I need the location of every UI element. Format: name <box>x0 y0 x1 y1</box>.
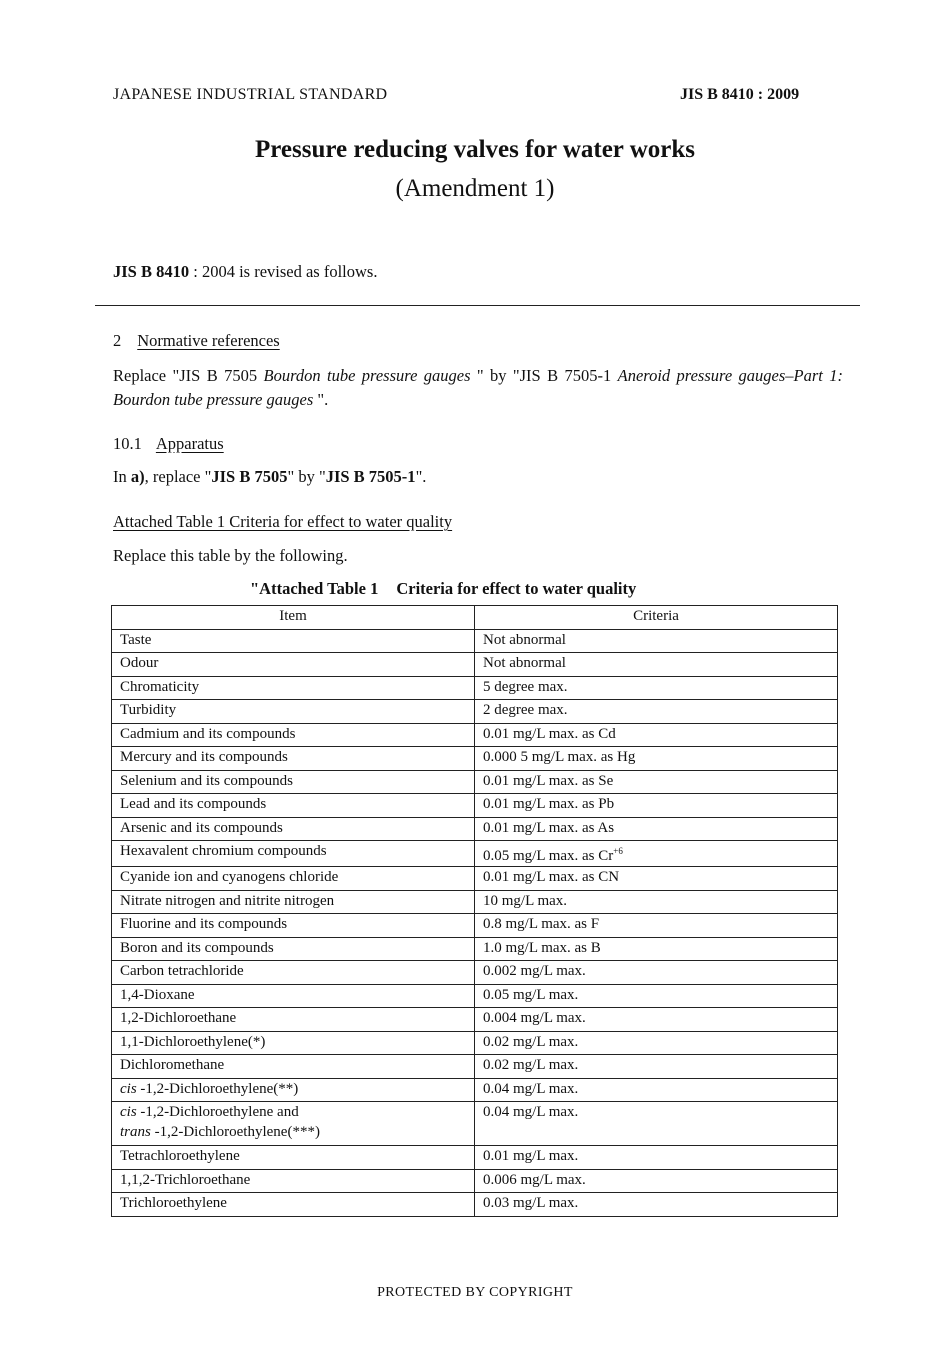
cell-criteria: 1.0 mg/L max. as B <box>475 937 838 961</box>
table-row <box>112 1146 838 1170</box>
cell-criteria: 0.01 mg/L max. <box>475 1146 838 1170</box>
table-row <box>112 700 838 724</box>
table-row <box>112 676 838 700</box>
cell-criteria: 0.01 mg/L max. as Se <box>475 770 838 794</box>
cell-item: Arsenic and its compounds <box>112 817 475 841</box>
table-row <box>112 653 838 677</box>
cell-item: 1,2-Dichloroethane <box>112 1008 475 1032</box>
cell-item: Tetrachloroethylene <box>112 1146 475 1170</box>
table-row <box>112 841 838 867</box>
cell-criteria: 10 mg/L max. <box>475 890 838 914</box>
cell-item: Nitrate nitrogen and nitrite nitrogen <box>112 890 475 914</box>
table-row <box>112 961 838 985</box>
cell-criteria: 0.006 mg/L max. <box>475 1169 838 1193</box>
trans-label: trans <box>120 1124 151 1140</box>
section-2-italic-1: Bourdon tube pressure gauges <box>263 366 471 385</box>
cell-criteria: 2 degree max. <box>475 700 838 724</box>
header-standard-name: JAPANESE INDUSTRIAL STANDARD <box>113 86 388 103</box>
cis-label: cis <box>120 1080 137 1097</box>
cell-criteria: 0.000 5 mg/L max. as Hg <box>475 747 838 771</box>
cell-criteria: 0.04 mg/L max. <box>475 1078 838 1102</box>
table-row <box>112 867 838 891</box>
cell-criteria: Not abnormal <box>475 653 838 677</box>
table-row <box>112 1193 838 1217</box>
document-title: Pressure reducing valves for water works <box>254 136 695 163</box>
table-caption-text: Criteria for effect to water quality <box>396 579 637 598</box>
cell-criteria: 0.01 mg/L max. as As <box>475 817 838 841</box>
cell-item: Hexavalent chromium compounds <box>112 841 475 867</box>
table-row <box>112 1055 838 1079</box>
cell-item: Boron and its compounds <box>112 937 475 961</box>
cell-item: Chromaticity <box>112 676 475 700</box>
cell-criteria: 0.004 mg/L max. <box>475 1008 838 1032</box>
section-2-title: Normative references <box>137 331 280 350</box>
table-row <box>112 984 838 1008</box>
cis-rest: -1,2-Dichloroethylene(**) <box>136 1080 299 1097</box>
cell-criteria: 0.01 mg/L max. as CN <box>475 867 838 891</box>
revision-standard: JIS B 8410 <box>113 262 190 281</box>
section-2-heading <box>113 331 280 351</box>
section-2-body <box>113 364 843 412</box>
attached-table-instruction: Replace this table by the following. <box>113 546 348 565</box>
section-10-1-number: 10.1 <box>113 434 142 453</box>
cell-criteria: 5 degree max. <box>475 676 838 700</box>
table-row <box>112 937 838 961</box>
cis-rest: -1,2-Dichloroethylene and <box>136 1104 299 1120</box>
s101-text-2: , replace " <box>144 467 212 486</box>
table-caption-prefix: "Attached Table 1 <box>250 579 379 598</box>
cell-criteria: 0.02 mg/L max. <box>475 1031 838 1055</box>
cis-label: cis <box>120 1104 137 1120</box>
document-subtitle: (Amendment 1) <box>395 175 555 202</box>
trans-rest: -1,2-Dichloroethylene(***) <box>150 1124 320 1140</box>
table-row <box>112 1078 838 1102</box>
cell-criteria: 0.8 mg/L max. as F <box>475 914 838 938</box>
s101-text-4: ". <box>415 467 427 486</box>
attached-table-heading: Attached Table 1 Criteria for effect to water quality <box>113 512 453 531</box>
table-row <box>112 629 838 653</box>
cell-item: Taste <box>112 629 475 653</box>
table-row <box>112 1031 838 1055</box>
s101-bold-1: a) <box>130 467 145 486</box>
cell-item: 1,4-Dioxane <box>112 984 475 1008</box>
cell-criteria: 0.02 mg/L max. <box>475 1055 838 1079</box>
s101-text-3: " by " <box>287 467 326 486</box>
cell-item: Mercury and its compounds <box>112 747 475 771</box>
section-2-italic-2: Aneroid pressure gauges–Part 1: Bourdon tube pressure gauges <box>113 366 843 409</box>
cell-item: Lead and its compounds <box>112 794 475 818</box>
copyright-footer: PROTECTED BY COPYRIGHT <box>377 1285 573 1300</box>
table-row <box>112 1102 838 1146</box>
cell-criteria: 0.01 mg/L max. as Pb <box>475 794 838 818</box>
table-row <box>112 890 838 914</box>
cell-criteria <box>475 841 838 867</box>
s101-bold-3: JIS B 7505-1 <box>325 467 416 486</box>
cell-item <box>112 1102 475 1146</box>
cell-item: Carbon tetrachloride <box>112 961 475 985</box>
s101-bold-2: JIS B 7505 <box>211 467 288 486</box>
cell-item: Cyanide ion and cyanogens chloride <box>112 867 475 891</box>
table-row <box>112 723 838 747</box>
section-2-text-1: Replace "JIS B 7505 <box>113 366 264 385</box>
table-row <box>112 794 838 818</box>
superscript-charge: +6 <box>613 846 623 856</box>
cell-item: Selenium and its compounds <box>112 770 475 794</box>
cell-criteria: 0.03 mg/L max. <box>475 1193 838 1217</box>
section-10-1-title: Apparatus <box>155 434 224 453</box>
cell-criteria: 0.04 mg/L max. <box>475 1102 838 1146</box>
section-10-1-heading <box>113 434 224 454</box>
cell-item: Fluorine and its compounds <box>112 914 475 938</box>
table-row <box>112 914 838 938</box>
cell-item: Dichloromethane <box>112 1055 475 1079</box>
cell-item: Turbidity <box>112 700 475 724</box>
revision-text: : 2004 is revised as follows. <box>189 262 378 281</box>
table-caption <box>250 579 636 599</box>
divider <box>95 305 860 306</box>
section-2-text-3: ". <box>313 390 329 409</box>
criteria-value: 0.05 mg/L max. as Cr <box>483 848 614 864</box>
section-10-1-body <box>113 467 426 487</box>
s101-text-1: In <box>113 467 131 486</box>
cell-criteria: 0.01 mg/L max. as Cd <box>475 723 838 747</box>
cell-item: 1,1-Dichloroethylene(*) <box>112 1031 475 1055</box>
table-row <box>112 1169 838 1193</box>
cell-item: 1,1,2-Trichloroethane <box>112 1169 475 1193</box>
cell-item: Trichloroethylene <box>112 1193 475 1217</box>
table-header-row <box>112 606 838 630</box>
section-2-text-2: " by "JIS B 7505-1 <box>470 366 618 385</box>
table-row <box>112 747 838 771</box>
header-criteria: Criteria <box>475 606 838 630</box>
table-row <box>112 770 838 794</box>
cell-criteria: 0.05 mg/L max. <box>475 984 838 1008</box>
cell-item: Cadmium and its compounds <box>112 723 475 747</box>
cell-item <box>112 1078 475 1102</box>
revision-statement <box>113 262 377 282</box>
header-item: Item <box>112 606 475 630</box>
table-row <box>112 817 838 841</box>
table-row <box>112 1008 838 1032</box>
cell-item: Odour <box>112 653 475 677</box>
criteria-table <box>111 605 838 1217</box>
header-standard-number: JIS B 8410 : 2009 <box>680 86 800 103</box>
section-2-number: 2 <box>113 331 122 350</box>
cell-criteria: 0.002 mg/L max. <box>475 961 838 985</box>
cell-criteria: Not abnormal <box>475 629 838 653</box>
